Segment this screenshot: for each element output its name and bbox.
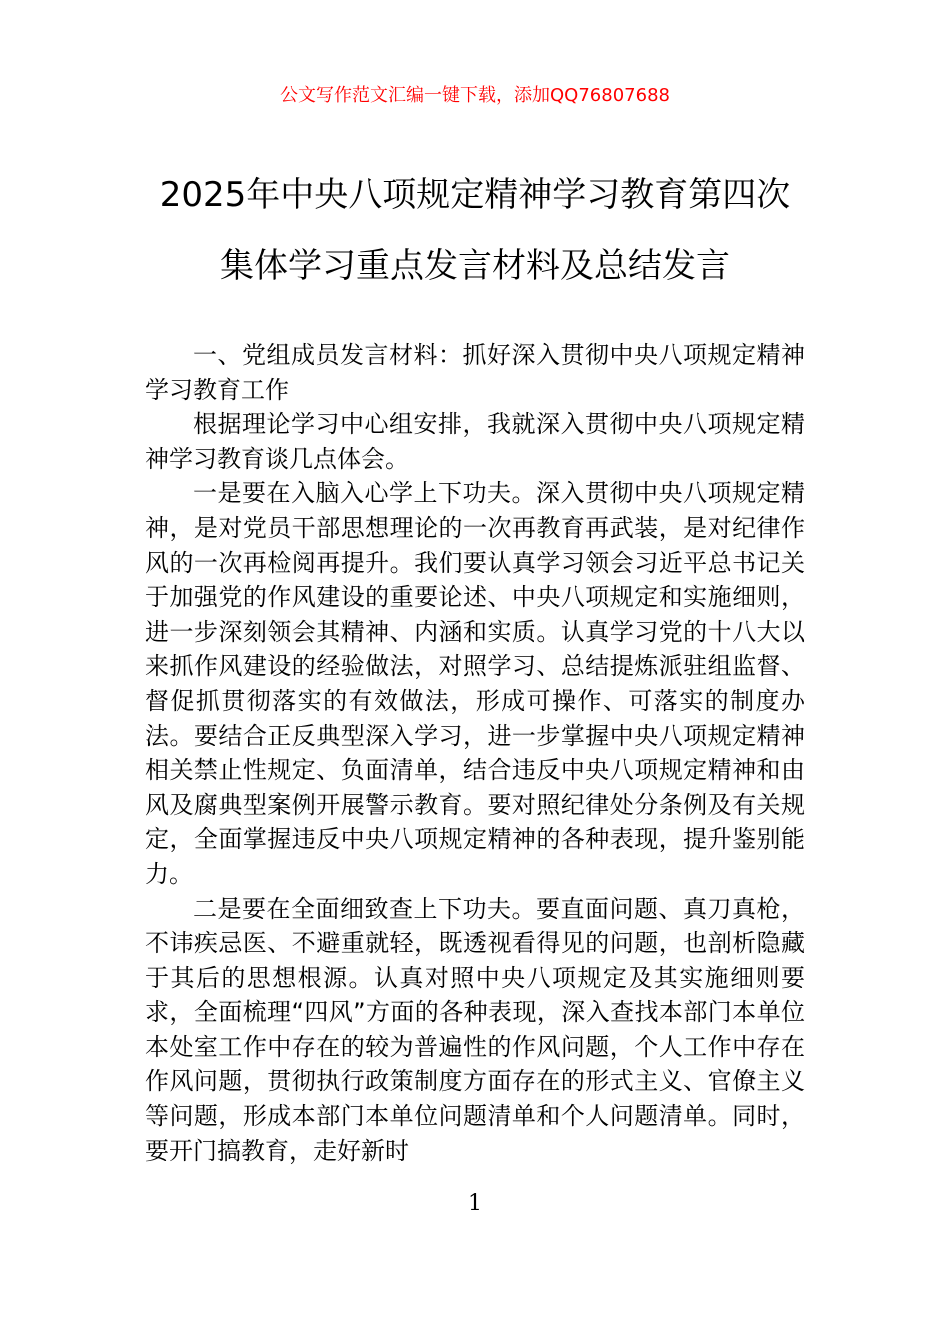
header-download-note: 公文写作范文汇编一键下载，添加QQ76807688 [280,85,670,106]
document-title-line-1: 2025年中央八项规定精神学习教育第四次 [159,175,791,215]
document-title-line-2: 集体学习重点发言材料及总结发言 [220,246,730,286]
page-number: 1 [468,1191,482,1216]
paragraph-point-two: 二是要在全面细致查上下功夫。要直面问题、真刀真枪，不讳疾忌医、不避重就轻，既透视看得见的问题，也剖析隐藏于其后的思想根源。认真对照中央八项规定及其实施细则要求，全面梳理“四风”方面的各种表现，深入查找本部门本单位本处室工作中存在的较为普遍性的作风问题，个人工作中存在作风问题，贯彻执行政策制度方面存在的形式主义、官僚主义等问题，形成本部门本单位问题清单和个人问题清单。同时，要开门搞教育，走好新时 [145,894,805,1165]
paragraph-point-one: 一是要在入脑入心学上下功夫。深入贯彻中央八项规定精神，是对党员干部思想理论的一次再教育再武装，是对纪律作风的一次再检阅再提升。我们要认真学习领会习近平总书记关于加强党的作风建设的重要论述、中央八项规定和实施细则，进一步深刻领会其精神、内涵和实质。认真学习党的十八大以来抓作风建设的经验做法，对照学习、总结提炼派驻组监督、督促抓贯彻落实的有效做法，形成可操作、可落实的制度办法。要结合正反典型深入学习，进一步掌握中央八项规定精神相关禁止性规定、负面清单，结合违反中央八项规定精神和由风及腐典型案例开展警示教育。要对照纪律处分条例及有关规定，全面掌握违反中央八项规定精神的各种表现，提升鉴别能力。 [145,479,805,888]
paragraph-intro: 根据理论学习中心组安排，我就深入贯彻中央八项规定精神学习教育谈几点体会。 [145,410,805,473]
section-heading: 一、党组成员发言材料：抓好深入贯彻中央八项规定精神学习教育工作 [145,341,805,404]
document-body [145,338,805,1168]
